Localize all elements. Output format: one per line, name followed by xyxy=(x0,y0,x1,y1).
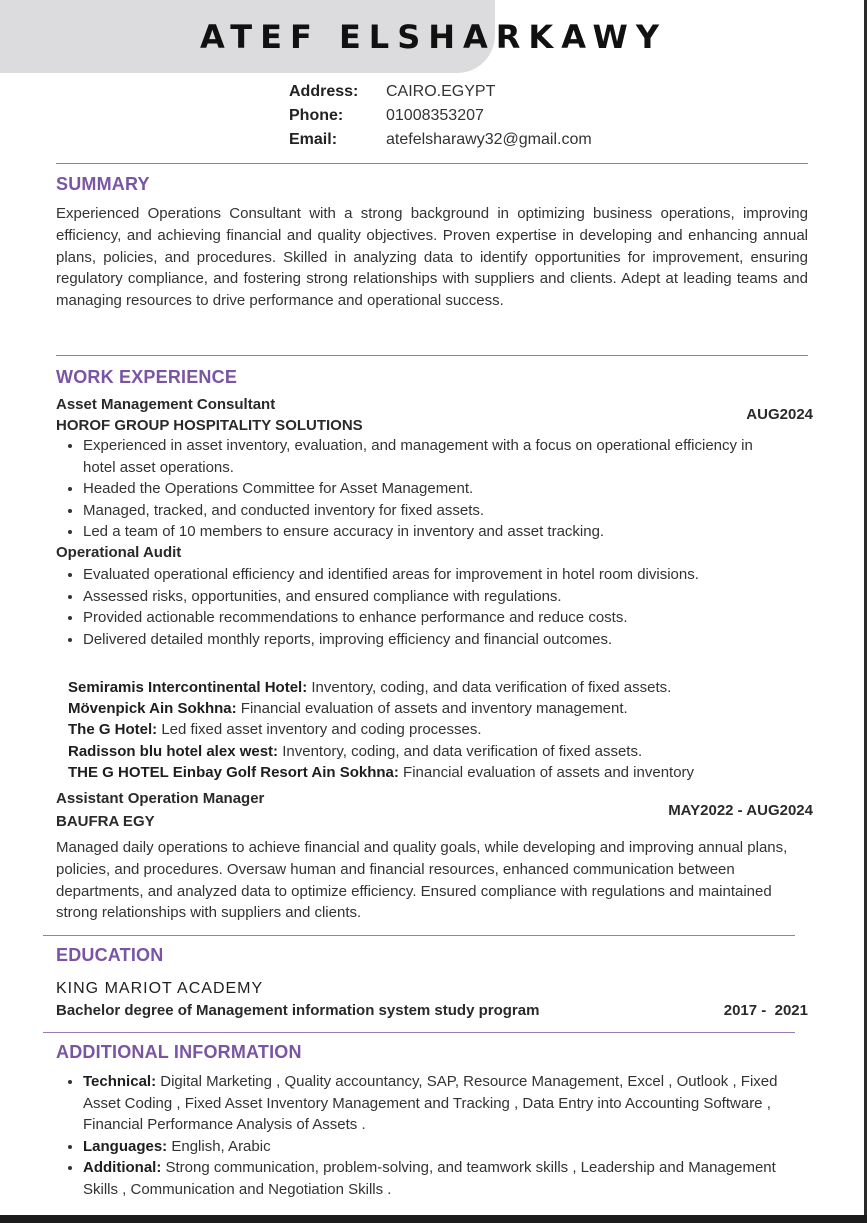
list-item: • Experienced in asset inventory, evaluation, and management with a focus on operational efficiency in hotel asset operations. xyxy=(83,435,783,478)
address-row xyxy=(289,80,592,104)
email-row xyxy=(289,128,592,152)
additional-title: ADDITIONAL INFORMATION xyxy=(56,1042,302,1062)
hotel-desc: Inventory, coding, and data verification of fixed assets. xyxy=(278,742,643,760)
hotel-item xyxy=(68,719,694,740)
item-label: Additional: xyxy=(83,1159,162,1176)
job1-bullets xyxy=(56,435,783,543)
job2-role: Assistant Operation Manager xyxy=(56,790,265,807)
divider xyxy=(56,355,808,356)
education-years: 2017 - 2021 xyxy=(723,1002,808,1019)
list-item: • Provided actionable recommendations to enhance performance and reduce costs. xyxy=(83,607,748,629)
phone-row xyxy=(289,104,592,128)
list-item xyxy=(83,1136,805,1158)
phone-label: Phone: xyxy=(289,107,344,124)
contact-block xyxy=(289,80,592,152)
list-item: • Assessed risks, opportunities, and ensured compliance with regulations. xyxy=(83,586,748,608)
list-item xyxy=(83,1157,805,1200)
list-item: • Delivered detailed monthly reports, improving efficiency and financial outcomes. xyxy=(83,629,748,651)
item-text: Digital Marketing , Quality accountancy, SAP, Resource Management, Excel , Outlook , Fixed Asset Coding , Fixed Asset Inventory Management and Tracking , Data Entry into Accounting Software , Financial Performance Analysis of Assets . xyxy=(83,1073,778,1133)
degree: Bachelor degree of Management information system study program xyxy=(56,1002,540,1019)
job1-company: HOROF GROUP HOSPITALITY SOLUTIONS xyxy=(56,417,363,434)
summary-text: Experienced Operations Consultant with a strong background in optimizing business operations, improving efficiency, and achieving financial and quality objectives. Proven expertise in developing and enhancing annual plans, policies, and procedures. Skilled in analyzing data to identify opportunities for improvement, ensuring regulatory compliance, and fostering strong relationships with suppliers and clients. Adept at leading teams and managing resources to drive performance and operational success. xyxy=(56,205,808,310)
address-value: CAIRO.EGYPT xyxy=(386,83,496,100)
hotel-desc: Financial evaluation of assets and inventory xyxy=(398,763,695,781)
additional-list xyxy=(56,1071,805,1200)
email-value: atefelsharawy32@gmail.com xyxy=(386,131,592,148)
school-name: KING MARIOT ACADEMY xyxy=(56,980,264,997)
divider xyxy=(43,1032,795,1033)
hotel-desc: Led fixed asset inventory and coding processes. xyxy=(157,721,482,739)
list-item: • Managed, tracked, and conducted inventory for fixed assets. xyxy=(83,500,783,522)
education-title: EDUCATION xyxy=(56,945,164,965)
work-title: WORK EXPERIENCE xyxy=(56,367,238,387)
hotel-item xyxy=(68,762,694,783)
hotel-item xyxy=(68,698,694,719)
divider xyxy=(43,935,795,936)
hotel-desc: Financial evaluation of assets and inventory management. xyxy=(236,700,628,718)
item-label: Languages: xyxy=(83,1137,168,1155)
hotel-name: THE G HOTEL Einbay Golf Resort Ain Sokhna: xyxy=(68,763,399,781)
list-item: • Led a team of 10 members to ensure accuracy in inventory and asset tracking. xyxy=(83,521,783,543)
hotel-item xyxy=(68,741,694,762)
phone-value: 01008353207 xyxy=(386,107,484,124)
candidate-name: ATEF ELSHARKAWY xyxy=(199,18,668,56)
audit-title: Operational Audit xyxy=(56,544,182,561)
item-text: Strong communication, problem-solving, and teamwork skills , Leadership and Management Skills , Communication and Negotiation Skills . xyxy=(83,1159,776,1198)
item-label: Technical: xyxy=(83,1073,157,1090)
address-label: Address: xyxy=(289,83,359,100)
job2-company: BAUFRA EGY xyxy=(56,813,155,830)
job2-date: MAY2022 - AUG2024 xyxy=(668,802,813,819)
divider xyxy=(56,163,808,164)
hotel-desc: Inventory, coding, and data verification of fixed assets. xyxy=(307,679,672,696)
hotel-item xyxy=(68,677,694,698)
list-item xyxy=(83,1071,805,1136)
list-item: • Headed the Operations Committee for Asset Management. xyxy=(83,478,783,500)
job1-role: Asset Management Consultant xyxy=(56,396,276,413)
item-text: English, Arabic xyxy=(167,1137,271,1155)
page-border xyxy=(0,1215,867,1223)
summary-title: SUMMARY xyxy=(56,174,150,194)
hotel-name: The G Hotel: xyxy=(68,721,158,739)
audit-bullets xyxy=(56,564,748,650)
hotel-name: Radisson blu hotel alex west: xyxy=(68,742,279,760)
hotel-list xyxy=(68,677,694,783)
list-item: • Evaluated operational efficiency and identified areas for improvement in hotel room divisions. xyxy=(83,564,748,586)
email-label: Email: xyxy=(289,131,338,148)
hotel-name: Mövenpick Ain Sokhna: xyxy=(68,700,237,718)
job2-text: Managed daily operations to achieve financial and quality goals, while developing and improving annual plans, policies, and procedures. Oversaw human and financial resources, enhanced communication between departments, and analyzed data to optimize efficiency. Ensured compliance with regulations and maintained strong relationships with suppliers and clients. xyxy=(56,839,788,922)
job1-date: AUG2024 xyxy=(746,406,813,423)
hotel-name: Semiramis Intercontinental Hotel: xyxy=(68,679,308,696)
